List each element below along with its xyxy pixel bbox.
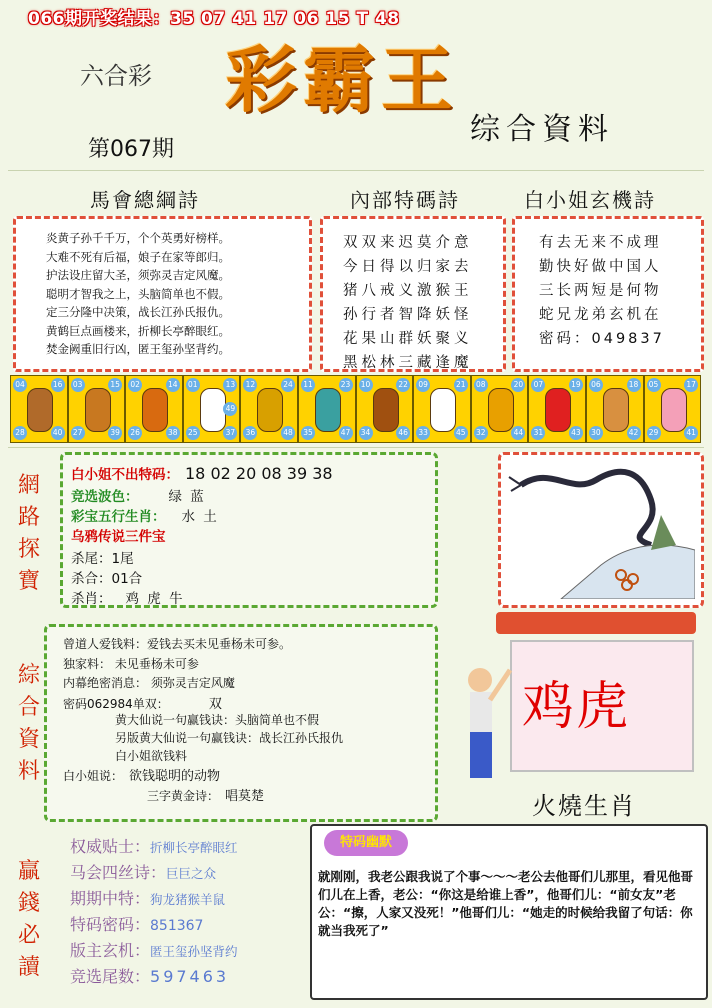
zodiac-number: 18 [627,378,641,392]
subtitle: 综合資料 [470,112,614,147]
zodiac-number: 08 [474,378,488,392]
bxj-value: 18 02 20 08 39 38 [185,464,333,483]
zodiac-cell-tiger [125,375,183,443]
zodiac-number: 20 [511,378,525,392]
poem-line: 三长两短是何物 [539,283,662,299]
zodiac-cell-dragon [240,375,298,443]
zodiac-number: 27 [71,426,85,440]
shawei-value: 1尾 [111,551,134,567]
logo: 彩霸王 [225,37,460,122]
zodiac-number: 07 [531,378,545,392]
zh-r8-label: 白小姐说： [63,769,124,783]
poem-line: 护法设庄留大圣，须弥灵吉定风魔。 [46,268,230,282]
bottom-label: 版主玄机： [70,941,151,960]
dragon-illustration-box [498,452,704,608]
zodiac-number: 10 [359,378,373,392]
zh-row: 另版黄大仙说一句赢钱诀：战长江孙氏报仇 [115,731,344,745]
poem-line: 孙行者智降妖怪 [343,307,473,323]
zh-r4-label: 密码062984单双： [63,697,169,711]
zodiac-cell-rat [10,375,68,443]
zodiac-number: 32 [474,426,488,440]
zodiac-number: 01 [186,378,200,392]
divider [8,447,704,448]
zodiac-cell-horse [356,375,414,443]
bottom-value: 狗龙猪猴羊鼠 [150,892,226,907]
joke-text: 就刚刚，我老公跟我说了个事～～～老公去他哥们儿那里，看见他哥们儿在上香，老公：“你这是给谁上香”，他哥们儿：“前女友”老公：“擦，人家又没死！”他哥们儿：“她走的时候给我留了句话：你就当我死了” [318,869,694,938]
wave-value: 绿 蓝 [168,489,206,505]
dragon-icon [257,388,283,432]
zodiac-number: 04 [13,378,27,392]
zodiac-cell-snake [298,375,356,443]
poem-line: 有去无来不成理 [539,235,662,251]
left-section-title: 馬會總綱詩 [90,188,200,212]
dog-icon [603,388,629,432]
bottom-label: 权威贴士： [70,837,151,856]
left-poem-box [13,216,312,372]
zodiac-number: 29 [647,426,661,440]
zodiac-number: 12 [243,378,257,392]
horse-icon [373,388,399,432]
bottom-label: 马会四丝诗： [70,863,167,882]
zh-row: 黄大仙说一句赢钱诀：头脑简单也不假 [115,713,320,727]
bottom-value: 折柳长亭醉眼红 [150,840,238,855]
zodiac-number: 11 [301,378,315,392]
zodiac-number: 31 [531,426,545,440]
zodiac-number: 06 [589,378,603,392]
zodiac-number: 13 [223,378,237,392]
zodiac-number: 02 [128,378,142,392]
shawei-label: 杀尾： [71,551,112,567]
zodiac-number: 36 [243,426,257,440]
zodiac-number: 24 [281,378,295,392]
poem-line: 蛇兄龙弟玄机在 [539,307,662,323]
zodiac-number: 15 [108,378,122,392]
shahe-label: 杀合： [71,571,112,587]
zodiac-number: 47 [339,426,353,440]
board-top [496,612,696,634]
ox-icon [85,388,111,432]
right-poem-box [512,216,704,372]
zodiac-number: 05 [647,378,661,392]
zodiac-cell-monkey [471,375,529,443]
bottom-value: 匿王玺孙坚背约 [150,944,238,959]
zodiac-cell-pig [644,375,702,443]
wuya-label: 乌鸦传说三件宝 [71,529,166,545]
poem-line: 聪明才智我之上，头脑简单也不假。 [46,286,230,301]
zodiac-cell-ox [68,375,126,443]
bxj-label: 白小姐不出特码： [71,467,179,483]
zodiac-number: 25 [186,426,200,440]
zh-row: 内幕绝密消息： 须弥灵吉定风魔 [63,676,235,690]
bottom-label: 期期中特： [70,889,151,908]
zodiac-number: 14 [166,378,180,392]
monkey-icon [488,388,514,432]
zodiac-number: 35 [301,426,315,440]
zh-r8-value: 欲钱聪明的动物 [129,769,221,784]
zodiac-number: 44 [511,426,525,440]
zodiac-number: 42 [627,426,641,440]
poem-line: 今日得以归家去 [343,259,473,275]
poem-line: 密码：049837 [539,331,665,347]
result-line: 066期开奖结果：35 07 41 17 06 15 T 48 [28,9,400,29]
snake-icon [315,388,341,432]
divider [8,170,704,171]
rabbit-icon [200,388,226,432]
zodiac-number: 49 [223,402,237,416]
joke-tag: 特码幽默 [324,830,408,856]
pig-icon [661,388,687,432]
bottom-label: 特码密码： [70,915,151,934]
mid-poem-box [320,216,506,372]
shahe-value: 01合 [111,571,143,587]
mid-section-title: 內部特碼詩 [350,188,460,212]
zonghe-box [44,624,438,822]
zh-r4-value: 双 [208,697,222,712]
zh-row: 白小姐欲钱料 [115,749,188,763]
dragon-illustration [501,455,695,599]
zodiac-number: 38 [166,426,180,440]
wuxing-value: 水 土 [181,509,219,525]
poem-line: 双双来迟莫介意 [343,235,473,251]
zodiac-number: 33 [416,426,430,440]
zh-r9-label: 三字黄金诗： [147,789,220,803]
poem-line: 焚金阙重旧行凶，匿王玺孙坚背约。 [46,342,230,356]
zh-r9-value: 唱莫楚 [225,789,265,804]
zh-row: 独家料： 未见垂杨未可参 [63,657,199,671]
zodiac-number: 41 [684,426,698,440]
shaxiao-value: 鸡 虎 牛 [125,591,185,607]
right-section-title: 白小姐玄機詩 [524,188,656,212]
zodiac-number: 23 [339,378,353,392]
zodiac-cell-dog [586,375,644,443]
zodiac-number: 19 [569,378,583,392]
wave-label: 竞选波色： [71,489,139,505]
goat-icon [430,388,456,432]
painter-illustration [440,650,520,790]
zodiac-number: 09 [416,378,430,392]
zodiac-number: 30 [589,426,603,440]
zh-row: 曾道人爱钱料：爱钱去买未见垂杨未可参。 [63,637,292,651]
zodiac-number: 17 [684,378,698,392]
liuhecai-label: 六合彩 [80,62,152,90]
poem-line: 大难不死有后福，娘子在家等郎归。 [46,249,230,264]
poem-line: 炎黄子孙千千万，个个英勇好榜样。 [46,231,230,245]
poem-line: 猪八戒义激猴王 [343,283,473,299]
shaxiao-label: 杀肖： [71,591,112,607]
zodiac-number: 40 [51,426,65,440]
wuxing-label: 彩宝五行生肖： [71,509,166,525]
zodiac-cell-rooster [528,375,586,443]
zodiac-number: 26 [128,426,142,440]
network-side-title: 網路探寶 [17,473,40,594]
bottom-side-title: 贏錢必讀 [17,859,40,980]
board-caption: 火燒生肖 [532,792,636,820]
bottom-value: 851367 [150,918,204,934]
poem-line: 定三分隆中决策，战长江孙氏报仇。 [46,305,230,319]
tiger-icon [142,388,168,432]
bottom-value: 巨巨之众 [166,866,217,881]
zodiac-number: 28 [13,426,27,440]
zonghe-side-title: 綜合資料 [17,663,40,784]
bottom-label: 竞选尾数： [70,967,151,986]
poem-line: 黄鹤巨点画楼来，折柳长亭醉眼红。 [46,323,230,338]
zodiac-number: 03 [71,378,85,392]
zodiac-row [10,375,702,443]
zodiac-number: 21 [454,378,468,392]
zodiac-number: 39 [108,426,122,440]
zodiac-cell-rabbit [183,375,241,443]
zodiac-number: 37 [223,426,237,440]
zodiac-number: 45 [454,426,468,440]
zodiac-number: 34 [359,426,373,440]
zodiac-number: 46 [396,426,410,440]
zodiac-number: 22 [396,378,410,392]
bottom-value: 597463 [150,967,230,986]
zodiac-number: 43 [569,426,583,440]
rooster-icon [545,388,571,432]
zodiac-number: 16 [51,378,65,392]
zodiac-number: 48 [281,426,295,440]
zodiac-cell-goat [413,375,471,443]
network-box [60,452,438,608]
poem-line: 花果山群妖聚义 [343,331,473,347]
issue-number: 第067期 [88,137,174,162]
rat-icon [27,388,53,432]
poem-line: 勤快好做中国人 [539,259,662,275]
poem-line: 黑松林三藏逢魔 [343,355,473,371]
board-text: 鸡虎 [522,677,631,737]
